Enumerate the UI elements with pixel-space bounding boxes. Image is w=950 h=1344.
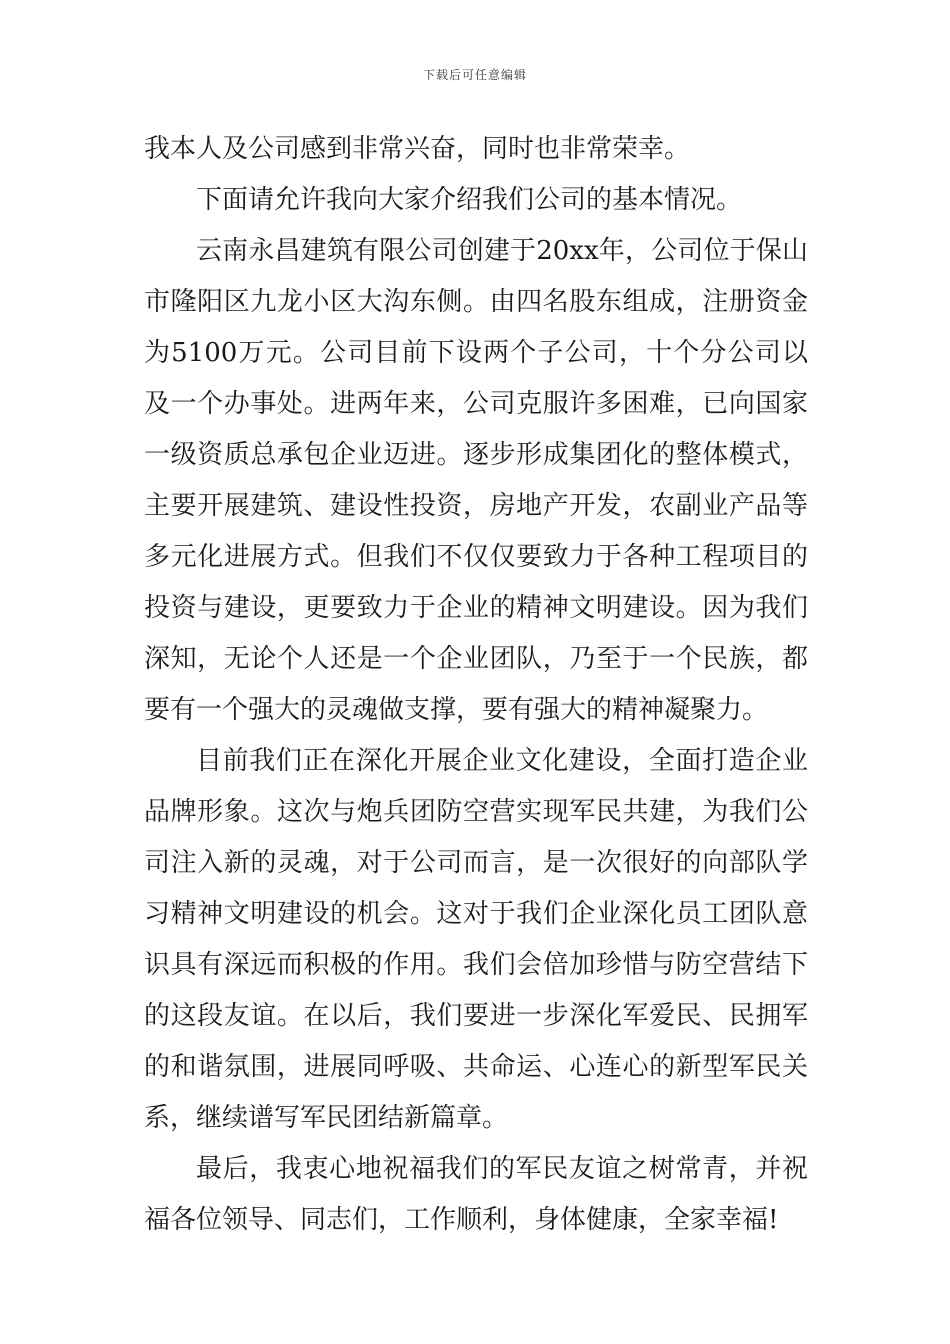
paragraph-2: 下面请允许我向大家介绍我们公司的基本情况。 xyxy=(196,185,743,215)
page-header: 下载后可任意编辑 xyxy=(422,68,527,82)
document-body xyxy=(144,124,808,1246)
paragraph-3: 云南永昌建筑有限公司创建于20xx年，公司位于保山市隆阳区九龙小区大沟东侧。由四名股东组成，注册资金为5100万元。公司目前下设两个子公司，十个分公司以及一个办事处。进两年来，公司克服许多困难，已向国家一级资质总承包企业迈进。逐步形成集团化的整体模式，主要开展建筑、建设性投资，房地产开发，农副业产品等多元化进展方式。但我们不仅仅要致力于各种工程项目的投资与建设，更要致力于企业的精神文明建设。因为我们深知，无论个人还是一个企业团队，乃至于一个民族，都要有一个强大的灵魂做支撑，要有强大的精神凝聚力。 xyxy=(144,236,808,725)
paragraph-1: 我本人及公司感到非常兴奋，同时也非常荣幸。 xyxy=(144,134,691,164)
paragraph-5: 最后，我衷心地祝福我们的军民友谊之树常青，并祝福各位领导、同志们，工作顺利，身体健康，全家幸福! xyxy=(144,1154,808,1235)
paragraph-4: 目前我们正在深化开展企业文化建设，全面打造企业品牌形象。这次与炮兵团防空营实现军民共建，为我们公司注入新的灵魂，对于公司而言，是一次很好的向部队学习精神文明建设的机会。这对于我们企业深化员工团队意识具有深远而积极的作用。我们会倍加珍惜与防空营结下的这段友谊。在以后，我们要进一步深化军爱民、民拥军的和谐氛围，进展同呼吸、共命运、心连心的新型军民关系，继续谱写军民团结新篇章。 xyxy=(144,746,808,1133)
